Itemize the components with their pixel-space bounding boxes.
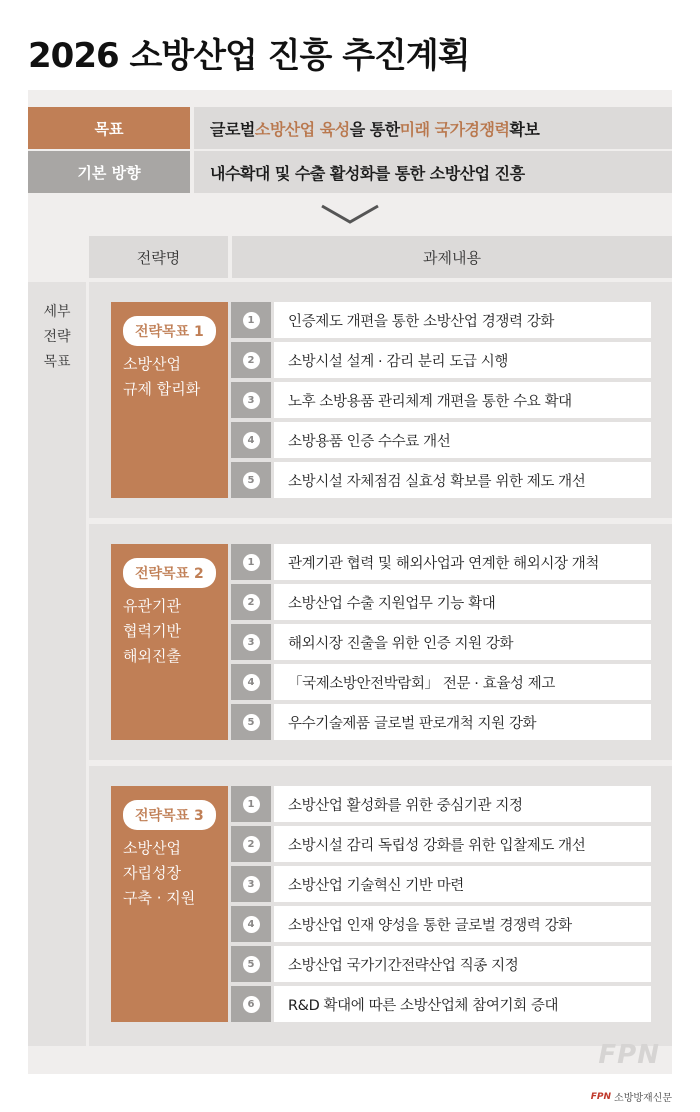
task-row	[231, 422, 651, 458]
strategy-badge: 전략목표 3	[123, 800, 216, 830]
task-number-box	[231, 986, 271, 1022]
strategy-desc-line: 규제 합리화	[123, 380, 201, 398]
direction-text: 내수확대 및 수출 활성화를 통한 소방산업 진흥	[194, 151, 672, 193]
publisher-name: 소방방재신문	[614, 1093, 672, 1104]
task-text: 소방시설 설계 · 감리 분리 도급 시행	[274, 342, 651, 378]
strategy-card-1	[111, 302, 228, 498]
task-text: 해외시장 진출을 위한 인증 지원 강화	[274, 624, 651, 660]
goal-text-part: 을 통한	[349, 119, 400, 139]
strategy-desc-line: 유관기관	[123, 597, 181, 615]
task-text: 소방시설 감리 독립성 강화를 위한 입찰제도 개선	[274, 826, 651, 862]
side-label-line: 목표	[43, 354, 71, 370]
task-number-box	[231, 786, 271, 822]
task-number-box	[231, 462, 271, 498]
task-number: 6	[243, 996, 260, 1013]
task-number: 4	[243, 916, 260, 933]
task-number-box	[231, 906, 271, 942]
task-number-box	[231, 302, 271, 338]
task-number-box	[231, 866, 271, 902]
task-number: 1	[243, 796, 260, 813]
task-text: 소방산업 기술혁신 기반 마련	[274, 866, 651, 902]
strategy-desc	[123, 836, 195, 911]
task-row	[231, 664, 651, 700]
chevron-down-icon	[318, 202, 382, 228]
task-row	[231, 462, 651, 498]
strategy-desc	[123, 352, 200, 402]
strategy-desc-line: 소방산업	[123, 355, 181, 373]
strategy-desc-line: 해외진출	[123, 647, 181, 665]
strategy-group-2	[89, 524, 672, 760]
goal-highlight: 미래 국가경쟁력	[399, 119, 510, 139]
side-label	[28, 300, 86, 375]
goal-label: 목표	[28, 107, 190, 149]
task-number: 3	[243, 634, 260, 651]
task-text: 우수기술제품 글로벌 판로개척 지원 강화	[274, 704, 651, 740]
footer-credit	[591, 1089, 672, 1104]
task-text: 소방시설 자체점검 실효성 확보를 위한 제도 개선	[274, 462, 651, 498]
side-label-box	[28, 282, 86, 1046]
strategy-desc-line: 자립성장	[123, 864, 181, 882]
task-number-box	[231, 704, 271, 740]
goal-text	[194, 107, 672, 149]
task-text: 노후 소방용품 관리체계 개편을 통한 수요 확대	[274, 382, 651, 418]
strategy-desc-line: 소방산업	[123, 839, 181, 857]
side-label-line: 전략	[43, 329, 71, 345]
task-number: 4	[243, 432, 260, 449]
task-number-box	[231, 584, 271, 620]
task-number: 1	[243, 554, 260, 571]
strategy-badge: 전략목표 2	[123, 558, 216, 588]
task-number: 5	[243, 472, 260, 489]
strategy-card-2	[111, 544, 228, 740]
task-row	[231, 342, 651, 378]
task-row	[231, 302, 651, 338]
strategy-desc-line: 협력기반	[123, 622, 181, 640]
column-header-tasks: 과제내용	[232, 236, 672, 278]
task-number: 3	[243, 392, 260, 409]
task-number-box	[231, 946, 271, 982]
watermark-logo: FPN	[598, 1040, 660, 1070]
direction-label: 기본 방향	[28, 151, 190, 193]
task-row	[231, 986, 651, 1022]
task-row	[231, 946, 651, 982]
goal-row	[28, 107, 672, 149]
task-text: 관계기관 협력 및 해외사업과 연계한 해외시장 개척	[274, 544, 651, 580]
goal-text-part: 확보	[509, 119, 540, 139]
task-text: 인증제도 개편을 통한 소방산업 경쟁력 강화	[274, 302, 651, 338]
task-row	[231, 906, 651, 942]
task-text: 소방용품 인증 수수료 개선	[274, 422, 651, 458]
task-number-box	[231, 544, 271, 580]
task-text: 소방산업 국가기간전략산업 직종 지정	[274, 946, 651, 982]
task-text: 「국제소방안전박람회」 전문 · 효율성 제고	[274, 664, 651, 700]
task-row	[231, 584, 651, 620]
strategy-desc-line: 구축 · 지원	[123, 889, 196, 907]
goal-highlight: 소방산업 육성	[254, 119, 350, 139]
task-number-box	[231, 664, 271, 700]
task-text: R&D 확대에 따른 소방산업체 참여기회 증대	[274, 986, 651, 1022]
goal-text-part: 글로벌	[210, 119, 255, 139]
strategy-group-3	[89, 766, 672, 1046]
task-row	[231, 786, 651, 822]
strategy-card-3	[111, 786, 228, 1022]
task-row	[231, 704, 651, 740]
page-title: 2026 소방산업 진흥 추진계획	[28, 36, 470, 76]
task-number: 3	[243, 876, 260, 893]
task-row	[231, 826, 651, 862]
strategy-badge: 전략목표 1	[123, 316, 216, 346]
column-header-strategy: 전략명	[89, 236, 228, 278]
task-number: 4	[243, 674, 260, 691]
task-number: 1	[243, 312, 260, 329]
task-number: 5	[243, 956, 260, 973]
task-row	[231, 382, 651, 418]
fpn-logo-icon: FPN	[590, 1091, 612, 1102]
task-text: 소방산업 활성화를 위한 중심기관 지정	[274, 786, 651, 822]
task-row	[231, 544, 651, 580]
task-number: 2	[243, 352, 260, 369]
task-number-box	[231, 826, 271, 862]
task-number: 2	[243, 836, 260, 853]
strategy-group-1	[89, 282, 672, 518]
task-text: 소방산업 인재 양성을 통한 글로벌 경쟁력 강화	[274, 906, 651, 942]
task-number-box	[231, 422, 271, 458]
task-number: 2	[243, 594, 260, 611]
side-label-line: 세부	[43, 304, 71, 320]
task-text: 소방산업 수출 지원업무 기능 확대	[274, 584, 651, 620]
task-number: 5	[243, 714, 260, 731]
task-number-box	[231, 624, 271, 660]
task-number-box	[231, 382, 271, 418]
task-row	[231, 624, 651, 660]
task-row	[231, 866, 651, 902]
direction-row	[28, 151, 672, 193]
task-number-box	[231, 342, 271, 378]
strategy-desc	[123, 594, 181, 669]
